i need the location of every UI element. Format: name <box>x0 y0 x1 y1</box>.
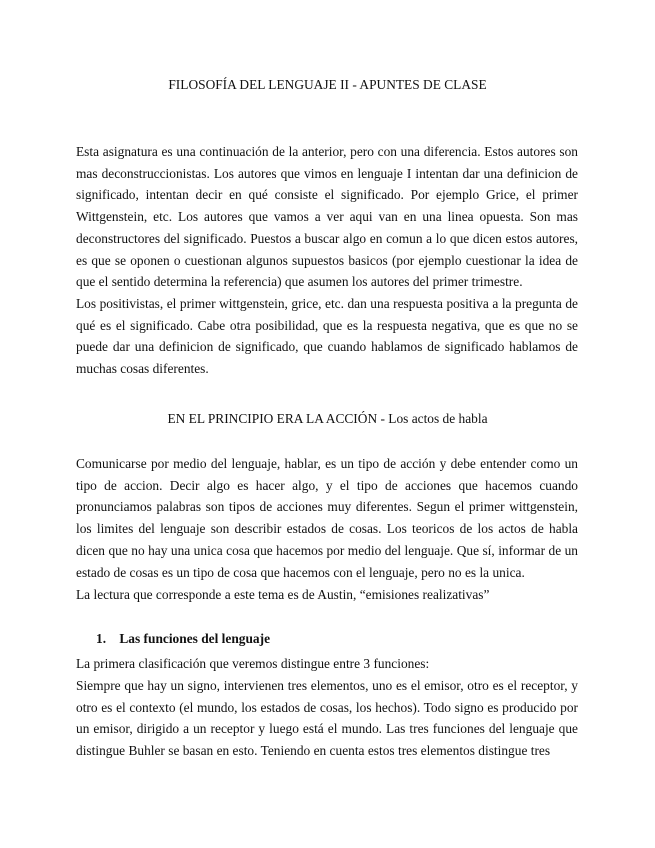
intro-paragraph-1: Esta asignatura es una continuación de la anterior, pero con una diferencia. Estos autores son mas deconstruccionistas. Los autores que vimos en lenguaje I intentan dar una definicion de significado, intentan decir en qué consiste el significado. Por ejemplo Grice, el primer Wittgenstein, etc. Los autores que vamos a ver aqui van en una linea opuesta. Son mas deconstructores del significado. Puestos a buscar algo en comun a lo que dicen estos autores, es que se oponen o cuestionan algunos supuestos basicos (por ejemplo cuestionar la idea de que el sentido determina la referencia) que asumen los autores del primer trimestre. <box>76 144 578 290</box>
subsection-paragraph-1: La primera clasificación que veremos distingue entre 3 funciones: <box>76 656 430 671</box>
section-title: EN EL PRINCIPIO ERA LA ACCIÓN - Los actos de habla <box>167 411 488 426</box>
section-paragraph-1: Comunicarse por medio del lenguaje, hablar, es un tipo de acción y debe entender como un tipo de accion. Decir algo es hacer algo, y el tipo de acciones que hacemos cuando pronunciamos palabras son tipos de acciones muy diferentes. Segun el primer wittgenstein, los limites del lenguaje son describir estados de cosas. Los teoricos de los actos de habla dicen que no hay una unica cosa que hacemos por medio del lenguaje. Que sí, informar de un estado de cosas es un tipo de cosa que hacemos con el lenguaje, pero no es la unica. <box>76 456 578 580</box>
subsection-number: 1. <box>96 631 107 646</box>
subsection-paragraph-2: Siempre que hay un signo, intervienen tres elementos, uno es el emisor, otro es el receptor, y otro es el contexto (el mundo, los estados de cosas, los hechos). Todo signo es producido por un emisor, dirigido a un receptor y luego está el mundo. Las tres funciones del lenguaje que distingue Buhler se basan en esto. Teniendo en cuenta estos tres elementos distingue tres <box>76 678 578 759</box>
document-title: FILOSOFÍA DEL LENGUAJE II - APUNTES DE CLASE <box>168 77 487 92</box>
subsection-title: Las funciones del lenguaje <box>119 631 271 646</box>
subsection-heading <box>96 630 270 648</box>
intro-paragraph-2: Los positivistas, el primer wittgenstein, grice, etc. dan una respuesta positiva a la pregunta de qué es el significado. Cabe otra posibilidad, que es la respuesta negativa, que es que no se puede dar una definicion de significado, que cuando hablamos de significado hablamos de muchas cosas diferentes. <box>76 296 578 377</box>
section-paragraph-2: La lectura que corresponde a este tema es de Austin, “emisiones realizativas” <box>76 587 490 602</box>
